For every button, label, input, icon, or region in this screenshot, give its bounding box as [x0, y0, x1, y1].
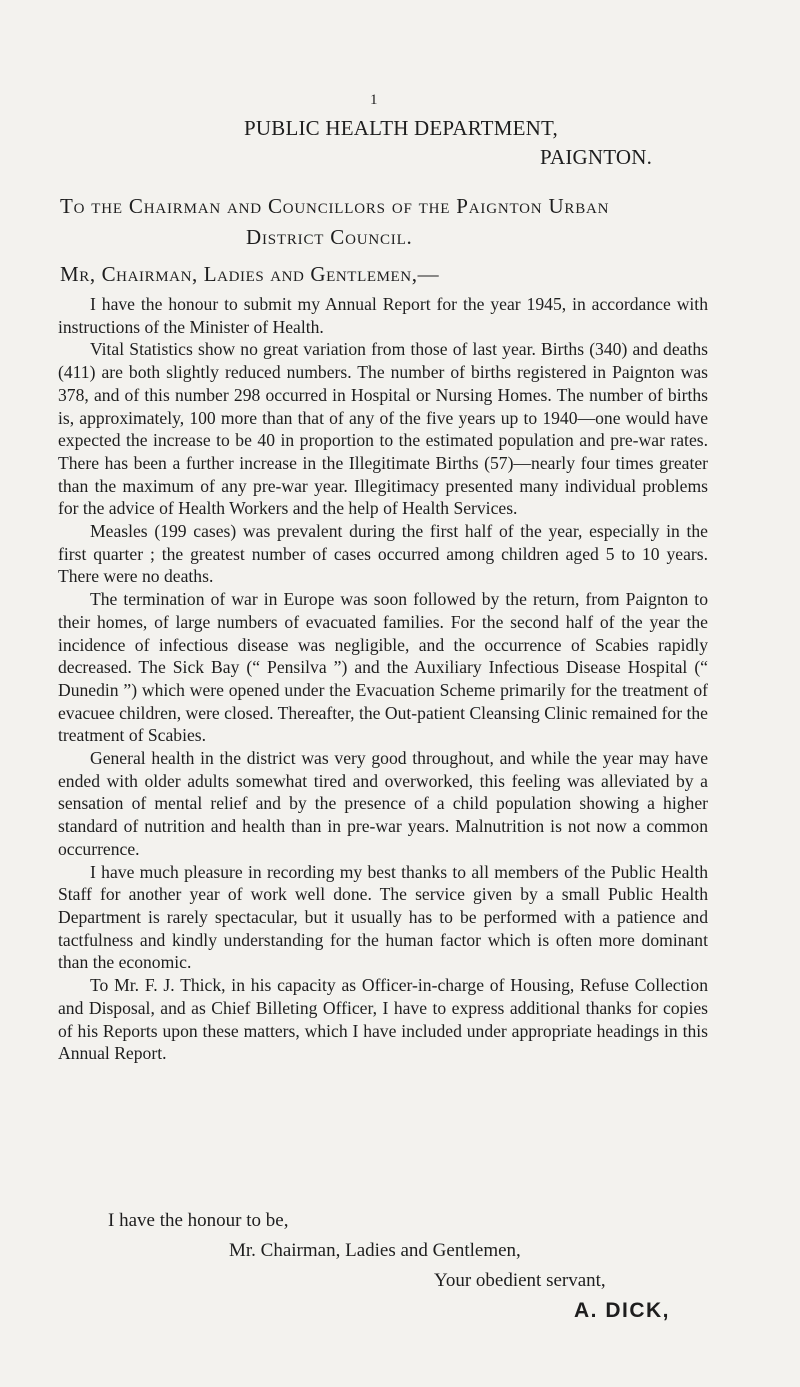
paragraph-evacuation: The termination of war in Europe was soon followed by the return, from Paignton to their homes, of large numbers of evacuated families. For the second half of the year the incidence of infectious disease was negligible, and the occurrence of Scabies rapidly decreased. The Sick Bay (“ Pensilva ”) and the Auxiliary Infectious Disease Hospital (“ Dunedin ”) which were opened under the Evacuation Scheme primarily for the treatment of evacuee children, were closed. Thereafter, the Out-patient Cleansing Clinic remained for the treatment of Scabies. — [58, 589, 708, 746]
paragraph-introduction: I have the honour to submit my Annual Report for the year 1945, in accordance with instructions of the Minister of Health. — [58, 294, 708, 337]
report-body — [58, 293, 708, 1065]
paragraph-thanks-staff: I have much pleasure in recording my best thanks to all members of the Public Health Staff for another year of work well done. The service given by a small Public Health Department is rarely spectacular, but it usually has to be performed with a patience and tactfulness and kindly understanding for the human factor which is often more dominant than the economic. — [58, 861, 708, 973]
closing-line-2: Mr. Chairman, Ladies and Gentlemen, — [229, 1240, 521, 1261]
signature: A. DICK, — [574, 1299, 670, 1322]
page-number: 1 — [370, 92, 378, 108]
paragraph-general-health: General health in the district was very good throughout, and while the year may have ended with older adults somewhat tired and overworked, this feeling was alleviated by a sensation of mental relief and by the presence of a child population showing a higher standard of nutrition and health than in pre-war years. Malnutrition is not now a common occurrence. — [58, 748, 708, 859]
salutation: Mr, Chairman, Ladies and Gentlemen,— — [60, 262, 440, 286]
paragraph-thanks-housing-officer: To Mr. F. J. Thick, in his capacity as Officer-in-charge of Housing, Refuse Collection and Disposal, and as Chief Billeting Officer, I have to express additional thanks for copies of his Reports upon these matters, which I have included under appropriate headings in this Annual Report. — [58, 975, 708, 1064]
town-heading: PAIGNTON. — [540, 145, 653, 169]
paragraph-measles: Measles (199 cases) was prevalent during the first half of the year, especially in the first quarter ; the greatest number of cases occurred among children aged 5 to 10 years. There were no deaths. — [58, 521, 708, 587]
department-heading: PUBLIC HEALTH DEPARTMENT, — [244, 116, 558, 140]
closing-line-1: I have the honour to be, — [108, 1210, 289, 1231]
paragraph-vital-statistics: Vital Statistics show no great variation from those of last year. Births (340) and deaths (411) are both slightly reduced numbers. The number of births registered in Paignton was 378, and of this number 298 occurred in Hospital or Nursing Homes. The number of births is, approximately, 100 more than that of any of the five years up to 1940—one would have expected the increase to be 40 in proportion to the estimated population and pre-war rates. There has been a further increase in the Illegitimate Births (57)—nearly four times greater than the maximum of any pre-war year. Illegitimacy presented many individual problems for the advice of Health Workers and the help of Health Services. — [58, 339, 708, 519]
closing-line-3: Your obedient servant, — [434, 1270, 606, 1291]
addressee-line-2: District Council. — [246, 225, 413, 249]
addressee-line-1: To the Chairman and Councillors of the Paignton Urban — [60, 194, 610, 218]
